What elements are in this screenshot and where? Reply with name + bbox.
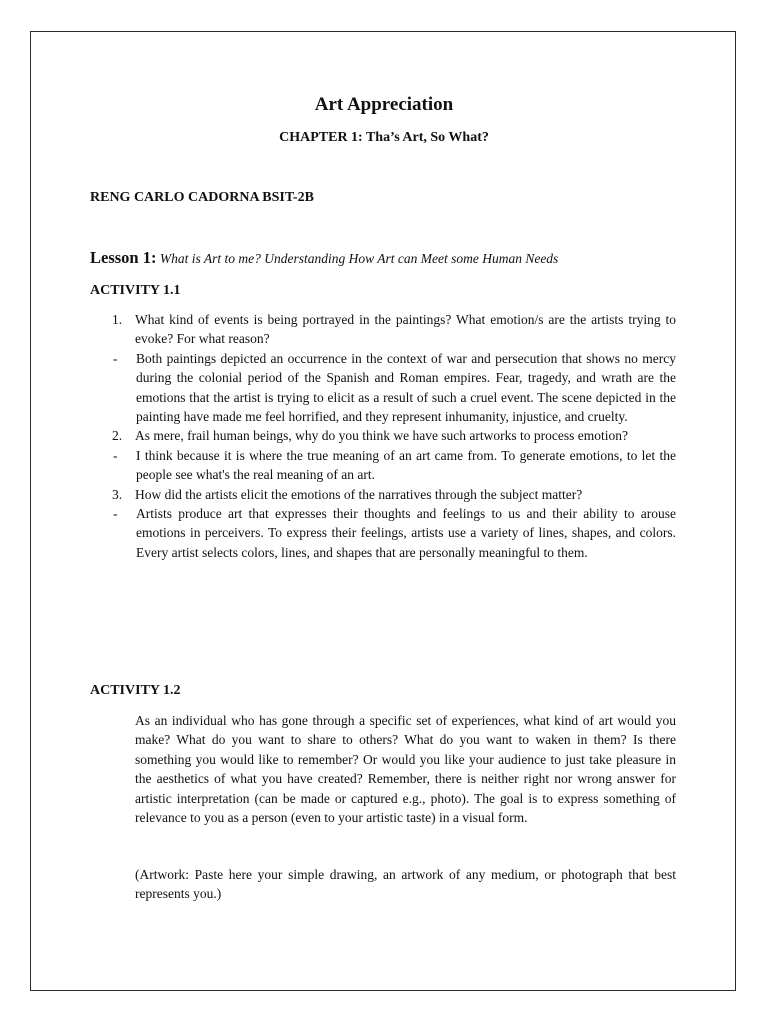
answer-body: Artists produce art that expresses their thoughts and feelings to us and their ability to arouse emotions in perceivers. To express their feelings, artists use a variety of lines, shapes, and colors. Every artist selects colors, lines, and shapes that are personally meaningful to them. <box>136 506 676 560</box>
question-item <box>90 310 676 426</box>
artwork-instruction: (Artwork: Paste here your simple drawing, an artwork of any medium, or photograph that best represents you.) <box>135 867 676 902</box>
student-name: RENG CARLO CADORNA BSIT-2B <box>90 190 314 205</box>
question-body: As mere, frail human beings, why do you think we have such artworks to process emotion? <box>135 428 629 444</box>
answer-text <box>90 349 676 427</box>
lesson-title: What is Art to me? Understanding How Art can Meet some Human Needs <box>159 251 559 266</box>
chapter-subtitle: CHAPTER 1: Tha’s Art, So What? <box>279 130 489 145</box>
answer-dash: - <box>113 506 118 522</box>
question-text <box>90 426 676 445</box>
activity-1-1-questions <box>90 310 676 562</box>
question-item <box>90 485 676 563</box>
activity-1-2-prompt: As an individual who has gone through a specific set of experiences, what kind of art would you make? What do you want to share to others? What do you want to waken in them? Is there something you would like to remember? Or would you like your audience to just take pleasure in the aesthetics of what you have created? Remember, there is neither right nor wrong answer for artistic interpretation (can be made or captured e.g., photo). The goal is to express something of relevance to you as a person (even to your artistic taste) in a visual form. <box>135 713 676 826</box>
question-number: 3. <box>112 486 123 502</box>
answer-dash: - <box>113 350 118 366</box>
answer-text <box>90 446 676 485</box>
activity-1-1-heading: ACTIVITY 1.1 <box>90 283 181 298</box>
answer-body: Both paintings depicted an occurrence in the context of war and persecution that shows no mercy during the colonial period of the Spanish and Roman empires. Fear, tragedy, and wrath are the emotions that the artist is trying to elicit as a result of such a cruel event. The scene depicted in the painting have made me feel horrified, and they represent inhumanity, injustice, and cruelty. <box>136 350 676 425</box>
lesson-label: Lesson 1: <box>90 248 157 267</box>
question-number: 2. <box>112 428 123 444</box>
question-text <box>90 485 676 504</box>
lesson-heading <box>90 248 558 269</box>
question-body: How did the artists elicit the emotions of the narratives through the subject matter? <box>135 486 583 502</box>
document-title: Art Appreciation <box>314 94 454 115</box>
question-item <box>90 426 676 484</box>
question-body: What kind of events is being portrayed in the paintings? What emotion/s are the artists trying to evoke? For what reason? <box>135 312 676 347</box>
activity-1-2-heading: ACTIVITY 1.2 <box>90 683 181 698</box>
question-number: 1. <box>112 312 123 327</box>
answer-body: I think because it is where the true meaning of an art came from. To generate emotions, to let the people see what's the real meaning of an art. <box>136 447 676 483</box>
answer-dash: - <box>113 447 118 463</box>
question-text <box>90 310 676 349</box>
answer-text <box>90 504 676 562</box>
